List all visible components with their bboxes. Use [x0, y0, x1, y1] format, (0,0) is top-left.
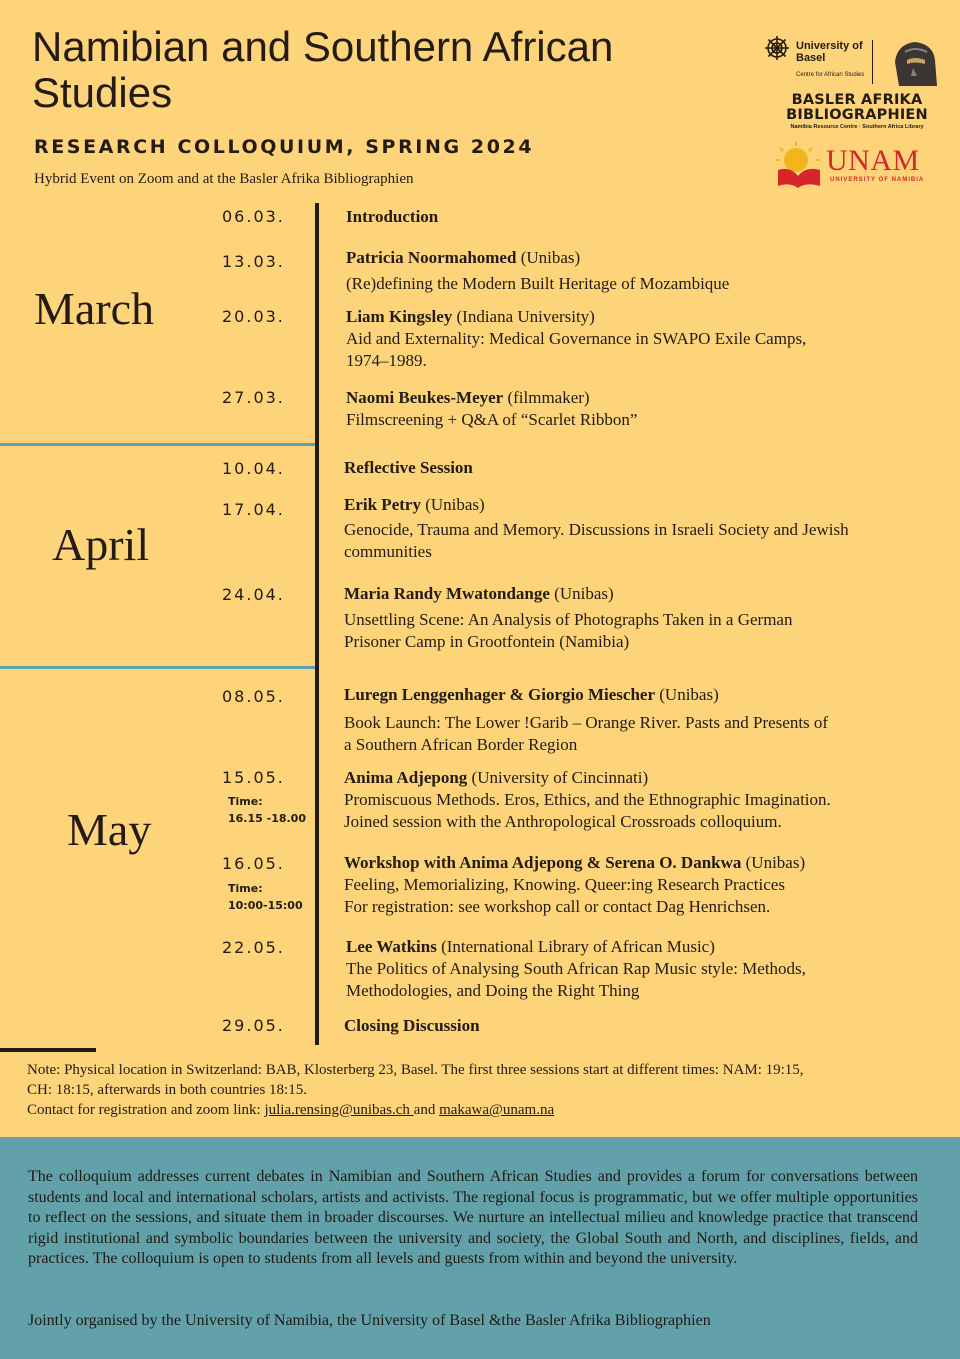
organisers-text: Jointly organised by the University of Namibia, the University of Basel &the Basler Afrika Bibliographien [28, 1312, 711, 1329]
contact-and: and [413, 1102, 440, 1118]
session-affiliation: (Unibas) [741, 853, 806, 872]
session-topic-line: Filmscreening + Q&A of “Scarlet Ribbon” [346, 410, 638, 429]
session-date: 20.03. [222, 307, 285, 326]
session-speaker: Liam Kingsley [346, 307, 453, 326]
session-date: 17.04. [222, 500, 285, 519]
session-time-value: 16.15 -18.00 [228, 812, 306, 825]
note-divider [0, 1048, 96, 1052]
month-label-april: April [52, 519, 150, 570]
session-topic-line: For registration: see workshop call or contact Dag Henrichsen. [344, 897, 771, 916]
session-topic-line: The Politics of Analysing South African Rap Music style: Methods, [346, 959, 806, 978]
session-date: 10.04. [222, 459, 285, 478]
session-entry [344, 852, 944, 918]
session-affiliation: (Unibas) [420, 495, 485, 514]
session-date: 22.05. [222, 938, 285, 957]
session-date: 13.03. [222, 252, 285, 271]
session-affiliation: (filmmaker) [503, 388, 590, 407]
session-affiliation: (International Library of African Music) [436, 937, 715, 956]
session-entry [344, 767, 944, 833]
session-time-value: 10:00-15:00 [228, 899, 303, 912]
session-speaker: Maria Randy Mwatondange [344, 584, 550, 603]
session-speaker: Naomi Beukes-Meyer [346, 388, 504, 407]
session-time-label: Time: [228, 795, 263, 808]
session-time-label: Time: [228, 882, 263, 895]
bab-subtitle: Namibia Resource Centre · Southern Africa Library [790, 124, 924, 130]
session-title: Closing Discussion [344, 1016, 480, 1035]
session-topic-line: Book Launch: The Lower !Garib – Orange River. Pasts and Presents of [344, 713, 829, 732]
session-speaker: Erik Petry [344, 495, 421, 514]
month-label-may: May [67, 804, 152, 855]
unibas-logo [763, 34, 873, 84]
session-topic-line: 1974–1989. [346, 351, 427, 370]
session-date: 29.05. [222, 1016, 285, 1035]
about-text: The colloquium addresses current debates in Namibian and Southern African Studies and provides a forum for conversations between students and local and international scholars, artists and activists. The regional focus is programmatic, but we offer multiple opportunities to reflect on the sessions, and situate them in broader discourses. We nurture an intellectual milieu and knowledge practice that transcend rigid institutional and symbolic boundaries between the university and society, the Global South and North, and disciplines, fields, and practices. The colloquium is open to students from all levels and guests from within and beyond the university. [28, 1168, 918, 1267]
note-line: Note: Physical location in Switzerland: BAB, Klosterberg 23, Basel. The first three sessions start at different times: NAM: 19:15, [27, 1062, 804, 1078]
email-link-makawa[interactable]: makawa@unam.na [439, 1102, 555, 1118]
session-entry [346, 387, 946, 431]
contact-prefix: Contact for registration and zoom link: [27, 1102, 265, 1118]
month-divider [0, 443, 315, 446]
session-speaker: Lee Watkins [346, 937, 437, 956]
session-affiliation: (Unibas) [655, 685, 719, 704]
session-entry [344, 684, 944, 756]
session-entry [344, 583, 944, 653]
unam-name: UNAM [826, 144, 920, 177]
session-time [228, 793, 306, 827]
bab-face-icon [885, 40, 941, 88]
note-line: CH: 18:15, afterwards in both countries 18:15. [27, 1082, 307, 1098]
session-date: 27.03. [222, 388, 285, 407]
month-label-march: March [34, 283, 155, 334]
location-note [27, 1060, 942, 1120]
schedule-divider [315, 203, 319, 1045]
session-date: 08.05. [222, 687, 285, 706]
session-topic-line: Feeling, Memorializing, Knowing. Queer:ing Research Practices [344, 875, 785, 894]
session-speaker: Workshop with Anima Adjepong & Serena O. Dankwa [344, 853, 742, 872]
session-speaker: Patricia Noormahomed [346, 248, 517, 267]
session-date: 24.04. [222, 585, 285, 604]
session-topic-line: Methodologies, and Doing the Right Thing [346, 981, 640, 1000]
contact-line [27, 1100, 942, 1120]
month-divider [0, 666, 315, 669]
session-affiliation: (University of Cincinnati) [467, 768, 649, 787]
page-subtitle: RESEARCH COLLOQUIUM, SPRING 2024 [34, 136, 535, 158]
email-link-julia[interactable]: julia.rensing@unibas.ch [264, 1102, 414, 1118]
session-entry [346, 306, 946, 372]
session-entry [344, 494, 944, 563]
session-topic-line: Aid and Externality: Medical Governance in SWAPO Exile Camps, [346, 329, 807, 348]
session-entry [344, 457, 944, 479]
session-speaker: Anima Adjepong [344, 768, 468, 787]
unibas-star-icon [763, 34, 791, 62]
session-date: 15.05. [222, 768, 285, 787]
session-entry [346, 206, 946, 228]
session-topic-line: communities [344, 542, 432, 561]
session-topic-line: Genocide, Trauma and Memory. Discussions in Israeli Society and Jewish [344, 520, 849, 539]
session-date: 06.03. [222, 207, 285, 226]
session-title: Introduction [346, 207, 439, 226]
unam-subtitle: UNIVERSITY OF NAMIBIA [830, 177, 925, 183]
session-topic-line: Unsettling Scene: An Analysis of Photographs Taken in a German [344, 610, 793, 629]
session-date: 16.05. [222, 854, 285, 873]
logo-divider [872, 40, 873, 84]
session-topic-line: (Re)defining the Modern Built Heritage of Mozambique [346, 274, 730, 293]
session-affiliation: (Unibas) [516, 248, 581, 267]
event-format: Hybrid Event on Zoom and at the Basler Afrika Bibliographien [34, 171, 414, 187]
session-affiliation: (Unibas) [549, 584, 614, 603]
session-title: Reflective Session [344, 458, 473, 477]
bab-name: BASLER AFRIKA BIBLIOGRAPHIEN [786, 92, 928, 123]
page-title: Namibian and Southern African Studies [32, 23, 614, 116]
session-affiliation: (Indiana University) [452, 307, 595, 326]
session-entry [346, 247, 946, 295]
session-topic-line: Joined session with the Anthropological Crossroads colloquium. [344, 812, 782, 831]
session-speaker: Luregn Lenggenhager & Giorgio Miescher [344, 685, 656, 704]
unibas-name: University of Basel [796, 40, 863, 64]
session-time [228, 880, 303, 914]
session-topic-line: Promiscuous Methods. Eros, Ethics, and the Ethnographic Imagination. [344, 790, 831, 809]
session-topic-line: a Southern African Border Region [344, 735, 578, 754]
session-entry [344, 1015, 944, 1037]
unibas-centre: Centre for African Studies [796, 72, 865, 78]
unam-sun-book-icon [774, 142, 824, 188]
session-topic-line: Prisoner Camp in Grootfontein (Namibia) [344, 632, 630, 651]
session-entry [346, 936, 946, 1002]
